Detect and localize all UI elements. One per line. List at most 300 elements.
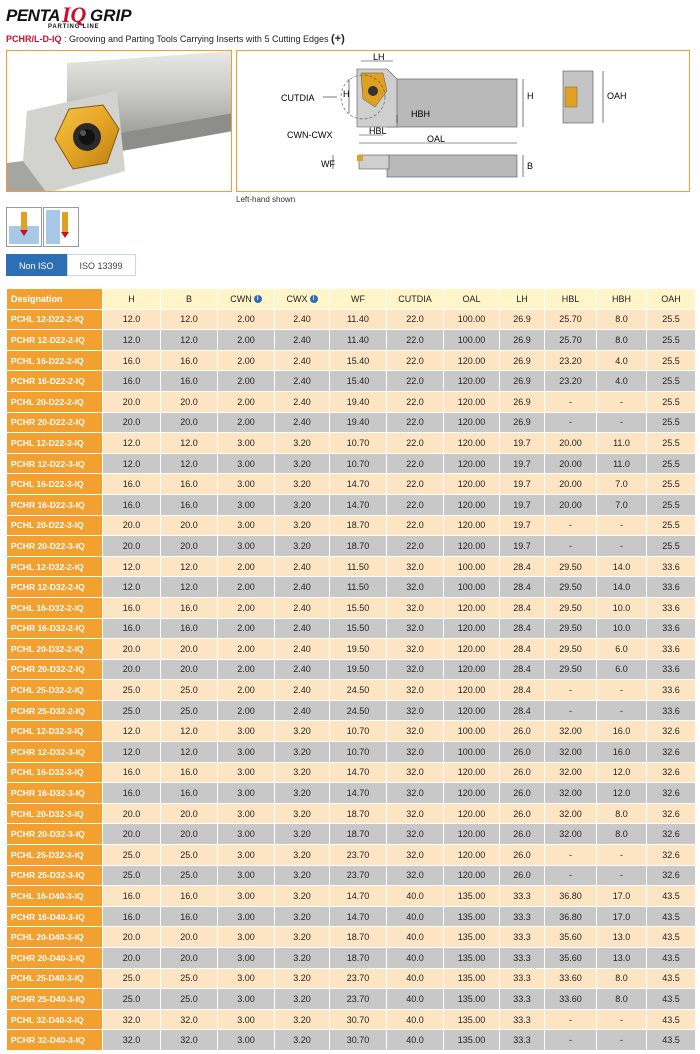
cell-cutdia: 22.0 <box>387 433 444 454</box>
cell-cwx: 3.20 <box>275 968 330 989</box>
table-row[interactable] <box>7 742 696 763</box>
cell-lh: 19.7 <box>500 494 545 515</box>
table-row[interactable] <box>7 803 696 824</box>
cell-cutdia: 40.0 <box>387 948 444 969</box>
cell-lh: 33.3 <box>500 1030 545 1051</box>
cell-h: 12.0 <box>103 556 161 577</box>
table-row[interactable] <box>7 350 696 371</box>
cell-cwn: 3.00 <box>218 906 275 927</box>
cell-cutdia: 32.0 <box>387 845 444 866</box>
cell-oal: 120.00 <box>444 700 500 721</box>
cell-oah: 25.5 <box>647 433 696 454</box>
cell-hbl: 20.00 <box>545 474 597 495</box>
cell-h: 16.0 <box>103 783 161 804</box>
cell-cwn: 3.00 <box>218 453 275 474</box>
cell-designation[interactable]: PCHR 20-D32-2-IQ <box>7 659 103 680</box>
cell-oah: 32.6 <box>647 803 696 824</box>
cell-wf: 18.70 <box>330 927 387 948</box>
cell-h: 20.0 <box>103 515 161 536</box>
cell-wf: 23.70 <box>330 865 387 886</box>
cell-oal: 120.00 <box>444 391 500 412</box>
cell-oal: 100.00 <box>444 721 500 742</box>
cell-lh: 26.9 <box>500 371 545 392</box>
cell-hbl: - <box>545 391 597 412</box>
cell-oah: 25.5 <box>647 309 696 330</box>
cell-b: 25.0 <box>161 700 218 721</box>
cell-oah: 25.5 <box>647 391 696 412</box>
cell-hbl: - <box>545 845 597 866</box>
cell-hbl: 29.50 <box>545 597 597 618</box>
grooving-icon <box>7 208 41 246</box>
cell-lh: 19.7 <box>500 453 545 474</box>
cell-lh: 26.0 <box>500 865 545 886</box>
cell-hbl: 33.60 <box>545 968 597 989</box>
cell-hbl: 29.50 <box>545 556 597 577</box>
cell-oah: 33.6 <box>647 680 696 701</box>
cell-wf: 14.70 <box>330 494 387 515</box>
label-oal: OAL <box>427 134 446 144</box>
cell-wf: 11.40 <box>330 309 387 330</box>
col-header-cwx[interactable] <box>275 289 330 310</box>
cell-oah: 33.6 <box>647 597 696 618</box>
table-row[interactable] <box>7 453 696 474</box>
cell-b: 25.0 <box>161 865 218 886</box>
cell-hbh: - <box>597 515 647 536</box>
table-row[interactable] <box>7 865 696 886</box>
table-row[interactable] <box>7 412 696 433</box>
cell-h: 20.0 <box>103 391 161 412</box>
table-row[interactable] <box>7 536 696 557</box>
label-hbl: HBL <box>369 126 387 136</box>
cell-oal: 120.00 <box>444 515 500 536</box>
cell-designation[interactable]: PCHR 12-D22-2-IQ <box>7 330 103 351</box>
cell-cwn: 2.00 <box>218 680 275 701</box>
col-header-cutdia[interactable]: CUTDIA <box>387 289 444 310</box>
table-row[interactable] <box>7 700 696 721</box>
cell-cutdia: 32.0 <box>387 577 444 598</box>
cell-designation[interactable]: PCHR 20-D40-3-IQ <box>7 948 103 969</box>
cell-lh: 28.4 <box>500 680 545 701</box>
cell-oal: 100.00 <box>444 577 500 598</box>
cell-cutdia: 32.0 <box>387 556 444 577</box>
cell-wf: 15.40 <box>330 350 387 371</box>
cell-cutdia: 32.0 <box>387 659 444 680</box>
cell-cwx: 3.20 <box>275 803 330 824</box>
cell-hbh: 8.0 <box>597 989 647 1010</box>
table-row[interactable] <box>7 721 696 742</box>
cell-hbl: - <box>545 865 597 886</box>
tab-iso-13399[interactable]: ISO 13399 <box>67 254 136 276</box>
cell-h: 20.0 <box>103 824 161 845</box>
cell-b: 25.0 <box>161 989 218 1010</box>
table-row[interactable] <box>7 927 696 948</box>
cell-cwn: 3.00 <box>218 865 275 886</box>
cell-cwn: 3.00 <box>218 762 275 783</box>
cell-h: 20.0 <box>103 803 161 824</box>
cell-wf: 30.70 <box>330 1009 387 1030</box>
cell-cutdia: 32.0 <box>387 700 444 721</box>
cell-lh: 28.4 <box>500 556 545 577</box>
col-header-b[interactable]: B <box>161 289 218 310</box>
cell-cwn: 3.00 <box>218 474 275 495</box>
cell-hbl: 29.50 <box>545 618 597 639</box>
cell-hbh: 4.0 <box>597 371 647 392</box>
col-header-hbh[interactable]: HBH <box>597 289 647 310</box>
cell-designation[interactable]: PCHL 20-D22-3-IQ <box>7 515 103 536</box>
cell-hbl: 23.20 <box>545 350 597 371</box>
cell-b: 16.0 <box>161 783 218 804</box>
cell-hbh: - <box>597 845 647 866</box>
cell-oal: 135.00 <box>444 989 500 1010</box>
parting-icon <box>44 208 78 246</box>
cell-lh: 28.4 <box>500 577 545 598</box>
cell-designation[interactable]: PCHL 20-D22-2-IQ <box>7 391 103 412</box>
brand-logo <box>6 4 136 30</box>
cell-oah: 33.6 <box>647 700 696 721</box>
cell-oal: 135.00 <box>444 886 500 907</box>
table-row[interactable] <box>7 391 696 412</box>
table-row[interactable] <box>7 515 696 536</box>
cell-wf: 14.70 <box>330 762 387 783</box>
cell-cutdia: 22.0 <box>387 494 444 515</box>
cell-designation[interactable]: PCHL 32-D40-3-IQ <box>7 1009 103 1030</box>
cell-b: 20.0 <box>161 927 218 948</box>
cell-h: 25.0 <box>103 680 161 701</box>
cell-h: 16.0 <box>103 350 161 371</box>
cell-designation[interactable]: PCHR 25-D32-2-IQ <box>7 700 103 721</box>
cell-cwx: 2.40 <box>275 680 330 701</box>
table-row[interactable] <box>7 659 696 680</box>
cell-cwx: 2.40 <box>275 618 330 639</box>
cell-oah: 43.5 <box>647 906 696 927</box>
info-icon[interactable]: i <box>310 295 318 303</box>
cell-b: 12.0 <box>161 433 218 454</box>
table-row[interactable] <box>7 762 696 783</box>
cell-lh: 33.3 <box>500 989 545 1010</box>
table-row[interactable] <box>7 989 696 1010</box>
cell-designation[interactable]: PCHL 12-D22-3-IQ <box>7 433 103 454</box>
cell-oah: 25.5 <box>647 515 696 536</box>
cell-b: 32.0 <box>161 1009 218 1030</box>
cell-oal: 100.00 <box>444 309 500 330</box>
table-row[interactable] <box>7 556 696 577</box>
cell-oah: 25.5 <box>647 371 696 392</box>
cell-oal: 120.00 <box>444 845 500 866</box>
cell-wf: 10.70 <box>330 742 387 763</box>
cell-oal: 135.00 <box>444 1009 500 1030</box>
col-header-lh[interactable]: LH <box>500 289 545 310</box>
cell-lh: 19.7 <box>500 536 545 557</box>
cell-hbl: 36.80 <box>545 886 597 907</box>
cell-designation[interactable]: PCHL 25-D40-3-IQ <box>7 968 103 989</box>
cell-designation[interactable]: PCHL 20-D40-3-IQ <box>7 927 103 948</box>
cell-designation[interactable]: PCHR 12-D32-3-IQ <box>7 742 103 763</box>
cell-hbl: - <box>545 700 597 721</box>
cell-oal: 100.00 <box>444 330 500 351</box>
cell-hbl: - <box>545 412 597 433</box>
cell-designation[interactable]: PCHL 20-D32-3-IQ <box>7 803 103 824</box>
cell-designation[interactable]: PCHR 20-D22-2-IQ <box>7 412 103 433</box>
cell-h: 25.0 <box>103 865 161 886</box>
cell-hbl: 20.00 <box>545 433 597 454</box>
cell-oah: 33.6 <box>647 577 696 598</box>
tool-holder-illustration <box>7 51 232 192</box>
col-header-oal[interactable]: OAL <box>444 289 500 310</box>
cell-designation[interactable]: PCHL 16-D32-3-IQ <box>7 762 103 783</box>
table-row[interactable] <box>7 1030 696 1051</box>
cell-cwn: 2.00 <box>218 659 275 680</box>
cell-hbh: 6.0 <box>597 659 647 680</box>
table-row[interactable] <box>7 371 696 392</box>
cell-b: 20.0 <box>161 515 218 536</box>
cell-hbh: 13.0 <box>597 948 647 969</box>
cell-designation[interactable]: PCHR 12-D32-2-IQ <box>7 577 103 598</box>
cell-cwn: 2.00 <box>218 577 275 598</box>
table-row[interactable] <box>7 906 696 927</box>
cell-lh: 26.9 <box>500 412 545 433</box>
cell-h: 12.0 <box>103 330 161 351</box>
cell-designation[interactable]: PCHL 12-D32-3-IQ <box>7 721 103 742</box>
iso-tab-bar <box>6 254 136 276</box>
cell-cwx: 3.20 <box>275 989 330 1010</box>
cell-cwx: 3.20 <box>275 453 330 474</box>
cell-designation[interactable]: PCHL 12-D22-2-IQ <box>7 309 103 330</box>
cell-cutdia: 40.0 <box>387 906 444 927</box>
cell-cutdia: 22.0 <box>387 515 444 536</box>
cell-cutdia: 32.0 <box>387 865 444 886</box>
cell-designation[interactable]: PCHL 12-D32-2-IQ <box>7 556 103 577</box>
product-description: : Grooving and Parting Tools Carrying Inserts with 5 Cutting Edges <box>64 34 329 44</box>
cell-hbh: - <box>597 391 647 412</box>
table-row[interactable] <box>7 948 696 969</box>
cell-hbh: 4.0 <box>597 350 647 371</box>
cell-cutdia: 32.0 <box>387 783 444 804</box>
table-row[interactable] <box>7 1009 696 1030</box>
cell-b: 12.0 <box>161 309 218 330</box>
cell-cwx: 2.40 <box>275 639 330 660</box>
label-cutdia: CUTDIA <box>281 93 315 103</box>
cell-h: 25.0 <box>103 989 161 1010</box>
cell-oal: 120.00 <box>444 618 500 639</box>
cell-oah: 32.6 <box>647 721 696 742</box>
cell-hbl: - <box>545 1009 597 1030</box>
cell-designation[interactable]: PCHR 20-D22-3-IQ <box>7 536 103 557</box>
cell-cwn: 2.00 <box>218 412 275 433</box>
cell-b: 16.0 <box>161 886 218 907</box>
cell-hbh: 14.0 <box>597 556 647 577</box>
cell-designation[interactable]: PCHR 16-D32-3-IQ <box>7 783 103 804</box>
cell-designation[interactable]: PCHR 16-D32-2-IQ <box>7 618 103 639</box>
cell-hbl: 32.00 <box>545 783 597 804</box>
cell-cwx: 3.20 <box>275 474 330 495</box>
cell-b: 16.0 <box>161 474 218 495</box>
cell-cwn: 2.00 <box>218 556 275 577</box>
label-lh: LH <box>373 52 385 62</box>
cell-cutdia: 22.0 <box>387 350 444 371</box>
cell-hbh: 7.0 <box>597 494 647 515</box>
table-row[interactable] <box>7 309 696 330</box>
cell-cutdia: 40.0 <box>387 968 444 989</box>
cell-oal: 120.00 <box>444 803 500 824</box>
table-row[interactable] <box>7 968 696 989</box>
table-row[interactable] <box>7 680 696 701</box>
table-row[interactable] <box>7 886 696 907</box>
cell-oal: 135.00 <box>444 948 500 969</box>
cell-cutdia: 22.0 <box>387 309 444 330</box>
dimension-diagram[interactable] <box>236 50 690 192</box>
cell-oah: 43.5 <box>647 1030 696 1051</box>
cell-cwx: 3.20 <box>275 865 330 886</box>
cell-oal: 120.00 <box>444 783 500 804</box>
cell-lh: 28.4 <box>500 659 545 680</box>
table-row[interactable] <box>7 597 696 618</box>
cell-lh: 26.9 <box>500 391 545 412</box>
cell-hbl: 20.00 <box>545 453 597 474</box>
cell-cwx: 3.20 <box>275 824 330 845</box>
table-row[interactable] <box>7 824 696 845</box>
cell-lh: 19.7 <box>500 474 545 495</box>
cell-hbh: - <box>597 680 647 701</box>
cell-designation[interactable]: PCHR 16-D40-3-IQ <box>7 906 103 927</box>
cell-hbh: 7.0 <box>597 474 647 495</box>
cell-lh: 26.0 <box>500 803 545 824</box>
cell-oal: 120.00 <box>444 433 500 454</box>
cell-hbh: 16.0 <box>597 742 647 763</box>
cell-lh: 26.0 <box>500 762 545 783</box>
cell-designation[interactable]: PCHL 16-D22-3-IQ <box>7 474 103 495</box>
cell-oal: 120.00 <box>444 350 500 371</box>
cell-wf: 18.70 <box>330 536 387 557</box>
cell-cutdia: 40.0 <box>387 927 444 948</box>
cell-cutdia: 32.0 <box>387 824 444 845</box>
cell-oal: 100.00 <box>444 742 500 763</box>
table-row[interactable] <box>7 577 696 598</box>
cell-h: 32.0 <box>103 1030 161 1051</box>
product-photo[interactable] <box>6 50 232 192</box>
diagram-caption: Left-hand shown <box>236 195 296 204</box>
col-header-cwn[interactable] <box>218 289 275 310</box>
table-row[interactable] <box>7 330 696 351</box>
specification-table <box>6 288 696 1051</box>
table-row[interactable] <box>7 639 696 660</box>
cell-cutdia: 22.0 <box>387 536 444 557</box>
cell-designation[interactable]: PCHL 25-D32-3-IQ <box>7 845 103 866</box>
cell-hbh: - <box>597 1009 647 1030</box>
table-row[interactable] <box>7 474 696 495</box>
cell-designation[interactable]: PCHL 16-D32-2-IQ <box>7 597 103 618</box>
cell-wf: 14.70 <box>330 783 387 804</box>
cell-oal: 100.00 <box>444 556 500 577</box>
table-row[interactable] <box>7 783 696 804</box>
cell-cutdia: 32.0 <box>387 803 444 824</box>
cell-wf: 10.70 <box>330 433 387 454</box>
cell-hbl: 25.70 <box>545 330 597 351</box>
info-icon[interactable]: i <box>254 295 262 303</box>
cell-cwn: 2.00 <box>218 371 275 392</box>
cell-wf: 18.70 <box>330 824 387 845</box>
cell-hbh: 16.0 <box>597 721 647 742</box>
cell-b: 16.0 <box>161 906 218 927</box>
cell-wf: 10.70 <box>330 721 387 742</box>
table-row[interactable] <box>7 618 696 639</box>
cell-b: 20.0 <box>161 412 218 433</box>
cell-cwx: 3.20 <box>275 721 330 742</box>
cell-h: 16.0 <box>103 494 161 515</box>
cell-cutdia: 22.0 <box>387 474 444 495</box>
cell-oal: 120.00 <box>444 597 500 618</box>
cell-b: 16.0 <box>161 494 218 515</box>
cell-cutdia: 22.0 <box>387 330 444 351</box>
cell-designation[interactable]: PCHL 16-D22-2-IQ <box>7 350 103 371</box>
col-header-oah[interactable]: OAH <box>647 289 696 310</box>
cell-hbh: 12.0 <box>597 762 647 783</box>
tab-non-iso[interactable]: Non ISO <box>6 254 67 276</box>
cell-designation[interactable]: PCHR 25-D32-3-IQ <box>7 865 103 886</box>
cell-lh: 26.0 <box>500 824 545 845</box>
cell-designation[interactable]: PCHR 16-D22-2-IQ <box>7 371 103 392</box>
cell-designation[interactable]: PCHL 25-D32-2-IQ <box>7 680 103 701</box>
cell-wf: 18.70 <box>330 948 387 969</box>
cell-cwn: 3.00 <box>218 845 275 866</box>
cell-h: 12.0 <box>103 742 161 763</box>
cell-oah: 33.6 <box>647 639 696 660</box>
cell-oal: 120.00 <box>444 371 500 392</box>
parting-thumbnail[interactable] <box>43 207 79 247</box>
cell-cwx: 3.20 <box>275 845 330 866</box>
cell-designation[interactable]: PCHR 16-D22-3-IQ <box>7 494 103 515</box>
cell-cwn: 3.00 <box>218 536 275 557</box>
cell-hbh: 6.0 <box>597 639 647 660</box>
cell-designation[interactable]: PCHR 20-D32-3-IQ <box>7 824 103 845</box>
cell-b: 25.0 <box>161 968 218 989</box>
cell-oal: 120.00 <box>444 474 500 495</box>
cell-lh: 26.9 <box>500 350 545 371</box>
cell-oah: 33.6 <box>647 556 696 577</box>
cell-cwn: 2.00 <box>218 391 275 412</box>
cell-lh: 26.0 <box>500 783 545 804</box>
cell-wf: 23.70 <box>330 968 387 989</box>
brand-tagline: PARTING LINE <box>48 24 100 30</box>
cell-cwx: 2.40 <box>275 577 330 598</box>
cell-hbh: - <box>597 536 647 557</box>
col-header-wf[interactable]: WF <box>330 289 387 310</box>
cell-cwn: 2.00 <box>218 597 275 618</box>
cell-designation[interactable]: PCHL 20-D32-2-IQ <box>7 639 103 660</box>
cell-wf: 14.70 <box>330 886 387 907</box>
cell-cwn: 3.00 <box>218 515 275 536</box>
grooving-thumbnail[interactable] <box>6 207 42 247</box>
cell-oah: 32.6 <box>647 783 696 804</box>
brand-grip: GRIP <box>90 6 132 25</box>
table-row[interactable] <box>7 845 696 866</box>
col-header-hbl[interactable]: HBL <box>545 289 597 310</box>
cell-designation[interactable]: PCHL 16-D40-3-IQ <box>7 886 103 907</box>
cell-designation[interactable]: PCHR 25-D40-3-IQ <box>7 989 103 1010</box>
cell-wf: 18.70 <box>330 803 387 824</box>
cell-designation[interactable]: PCHR 12-D22-3-IQ <box>7 453 103 474</box>
cell-cwn: 3.00 <box>218 721 275 742</box>
col-header-h[interactable]: H <box>103 289 161 310</box>
col-header-designation[interactable]: Designation <box>7 289 103 310</box>
cell-designation[interactable]: PCHR 32-D40-3-IQ <box>7 1030 103 1051</box>
cell-hbl: 33.60 <box>545 989 597 1010</box>
cell-hbh: 8.0 <box>597 824 647 845</box>
table-row[interactable] <box>7 433 696 454</box>
cell-b: 20.0 <box>161 639 218 660</box>
cell-hbl: 36.80 <box>545 906 597 927</box>
table-row[interactable] <box>7 494 696 515</box>
cell-lh: 26.0 <box>500 742 545 763</box>
